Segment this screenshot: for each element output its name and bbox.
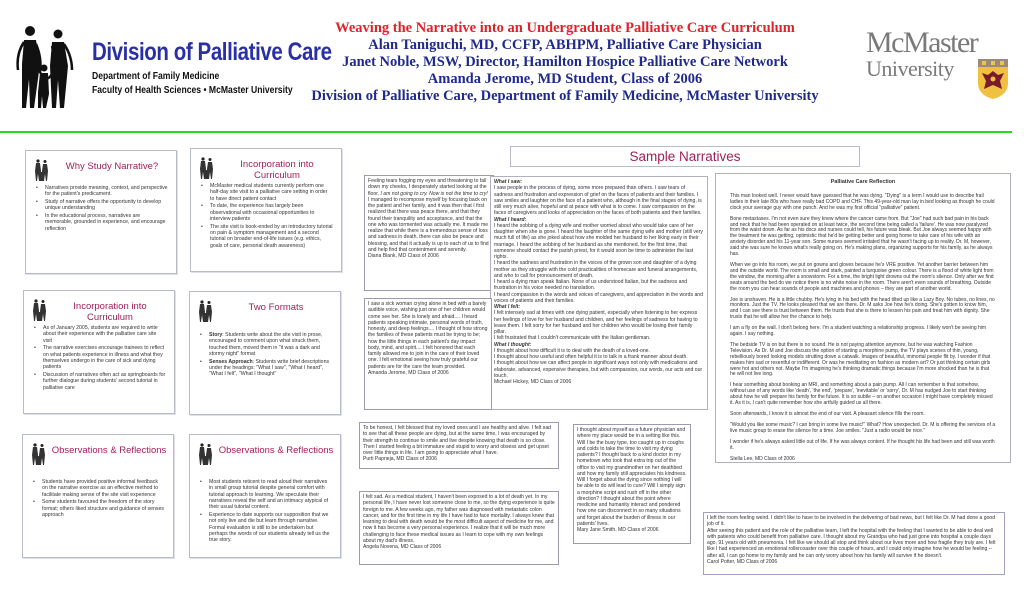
bullet: • Some students favoured the freedom of the story format; others liked structure and guidance of senses approach bbox=[33, 499, 165, 518]
slide-bullets bbox=[201, 183, 333, 250]
division-logo bbox=[14, 22, 332, 110]
slide-title: Two Formats bbox=[248, 302, 304, 313]
reflection-paragraph: I am a fly on the wall. I don't belong here. I'm a student watching a relationship progress. I likely won't be seeing him again. I say nothing. bbox=[730, 325, 987, 338]
slide-title: Incorporation into Curriculum bbox=[73, 301, 147, 323]
family-figure-icon bbox=[16, 24, 78, 108]
narrative-text: I felt intensely sad at times with one dying patient, especially when listening to her express her feelings of love for her husband and children, and her feelings of sadness for having to leave them. I felt sorry for her husband and her children who would be losing their family pillar. bbox=[494, 310, 698, 335]
narrative-signature: Michael Hickey, MD Class of 2006 bbox=[494, 379, 572, 385]
narrative-text: I saw people in the process of dying, some more prepared than others. I saw tears of sadness and frustration and expression of grief on the faces of patients and their families. I saw smiles and laughter on the face of a patient who, although in the final stages of dying, is still very much alive, hopeful and at peace with what is to come. I saw compassion on the faces of caregivers and looks of appreciation on the faces of both patients and their families. bbox=[494, 185, 702, 217]
bullet: • The narrative exercises encourage trainees to reflect on what patients experience in illness and what they themselves undergo in the care of sick and dying patients bbox=[34, 345, 166, 370]
bullet: • Narratives provide meaning, context, and perspective for the patient's predicament. bbox=[36, 185, 168, 198]
slide-title: Observations & Reflections bbox=[51, 445, 167, 456]
family-figure-icon bbox=[31, 443, 47, 465]
bullet-text: : Students write brief descriptions under the headings: "What I saw", "What I heard", "What I felt", "What I thought" bbox=[209, 358, 330, 378]
narrative-amanda-jerome bbox=[364, 298, 492, 410]
mcmaster-wordmark: McMaster bbox=[866, 26, 978, 59]
slide-incorporation-curriculum-2 bbox=[23, 290, 175, 414]
slide-bullets bbox=[33, 479, 165, 520]
narrative-signature: Diana Blank, MD Class of 2006 bbox=[368, 253, 439, 259]
bullet: • Most students reticent to read aloud their narratives in small group tutorial despite general comfort with tutorial approach to learning. We speculate their narratives reveal the self and an intimacy atypical of their usual tutorial content. bbox=[200, 479, 332, 510]
reflection-paragraph: This man looked well. I never would have guessed that he was dying. "Dying" is a term I would use to describe frail ladies in their late 80s who have really bad COPD and CHF. This 49-year-old man lay in bed looking as though he could clock your average guy with one punch. And he was my first official "palliative" patient. bbox=[730, 192, 995, 211]
narrative-signature: Amanda Jerome, MD Class of 2006 bbox=[368, 369, 449, 376]
narrative-text: I felt sad. As a medical student, I haven't been exposed to a lot of death yet. In my personal life, I have never lost someone close to me, so the dying experience is quite foreign to me. A few weeks ago, my father was diagnosed with metastatic colon cancer, and for the first time in my life I have had to face mortality. I always knew that learning to deal with death would be the most difficult aspect of medicine for me, and now it has become a very personal experience. I realize that it will be much more challenging to face these medical issues as I learn to cope with my own feelings about my dad's illness. bbox=[363, 494, 555, 544]
slide-title: Incorporation into Curriculum bbox=[240, 159, 314, 181]
bullet: • The site visit is book-ended by an introductory tutorial on pain & symptom management and a second tutorial on broader end-of-life issues (e.g. ethics, goals of care, personal death awareness) bbox=[201, 224, 333, 249]
bullet-label: Story bbox=[209, 332, 223, 338]
narrative-mary-jane-smith bbox=[573, 424, 691, 544]
family-figure-icon bbox=[198, 300, 214, 322]
family-figure-icon bbox=[34, 159, 50, 181]
narrative-text: I managed to recompose myself by focusing back on the patient and her family, and it was then that I first realized that there was peace there, and that they found their tranquility and acceptance, and that the one who was tormented was actually me. It made me realize that while there is a tremendous sense of loss and sadness in death, there can also be peace and blessing, and that it actually is up to each of us to find and help find that contentment and serenity. bbox=[368, 196, 489, 253]
bullet: • As of January 2005, students are required to write about their experience with the palliative care site visit bbox=[34, 325, 166, 344]
narrative-signature: Purti Papneja, MD Class of 2006 bbox=[363, 456, 437, 463]
slide-title: Why Study Narrative? bbox=[65, 161, 159, 172]
slide-observations-2 bbox=[189, 434, 341, 558]
slide-bullets bbox=[200, 479, 332, 545]
narrative-carol-potter bbox=[703, 512, 1005, 575]
sample-narratives-heading: Sample Narratives bbox=[510, 146, 860, 167]
bullet: • To date, the experience has largely been observational with occasional opportunities to interview patients bbox=[201, 203, 333, 222]
narrative-signature: Mary Jane Smith, MD Class of 2006 bbox=[577, 527, 659, 533]
narrative-michael-hickey bbox=[490, 176, 708, 410]
reflection-paragraph: Bone metastases. I'm not even sure they knew where the cancer came from. But "Joe" had such bad pain in his back and neck that he had been operated on at least twice, the second time being called a 'failure'. He was now paralyzed from the waist down. As far as his docs and nurses could tell, his future was bleak. But Joe always seemed happy with the treatment he was getting, optimistic that he'd be getting better and going home to take care of his wife with an anxiety disorder and his 11-year son. Some nurses seemed irritated that he wasn't facing up to reality. Dr. M, however, said she was sure he knows what's really going on. He's making plans, organizing supports for his family, as he always has. bbox=[730, 215, 993, 258]
author-line: Amanda Jerome, MD Student, Class of 2006 bbox=[427, 71, 703, 87]
bullet bbox=[200, 359, 332, 378]
affiliation-line: Division of Palliative Care, Department of Family Medicine, McMaster University bbox=[311, 88, 819, 104]
narrative-text: I thought about how difficult it is to deal with the death of a loved-one. bbox=[494, 347, 650, 354]
slide-observations-1 bbox=[22, 434, 174, 558]
narrative-signature: Angela Novena, MD Class of 2006 bbox=[363, 544, 442, 550]
family-figure-icon bbox=[32, 299, 48, 321]
bullet: • In the educational process, narratives are memorable, grounded in experience, and encourage reflection bbox=[36, 213, 168, 232]
narrative-text: I left the room feeling weird. I didn't like to have to be involved in the delivering of bad news, but I felt like Dr. M had done a good job of it. bbox=[707, 515, 996, 528]
reflection-paragraph: Joe is unshaven. He is a little chubby. He's lying in his bed with the head tilted up like a Lazy Boy. No tubes, no lines, no monitors. Just the TV. He looks pleased that we are there. Dr. M asks Joe how he's doing. She's gotten to know him, and I can see there is trust between them. He trusts that she is there to lessen his pain and treat him with dignity. She trusts that he will allow her the chance to help. bbox=[730, 296, 995, 321]
reflection-paragraph: "Would you like some music? I can bring in some live music!" What? How unexpected. Dr. M is offering the services of a live music group to erase the silence for a time. Joe smiles. "Just a radio would be nice." bbox=[730, 421, 996, 434]
narrative-text: I thought about how we can affect people in significant ways not only with medications and elaborate, advanced, expensive therapies, but with compassion, our words, our acts and our touch. bbox=[494, 360, 703, 379]
author-line: Alan Taniguchi, MD, CCFP, ABHPM, Palliative Care Physician bbox=[368, 37, 762, 53]
department-name: Department of Family Medicine bbox=[92, 70, 220, 82]
narrative-text: I saw a sick woman crying alone in bed with a barely audible voice, wishing just one of her children would come see her. She is lonely and afraid.... I heard patients speaking intimate, personal words of truth, honesty, and deep feelings.... I thought of how strong the families of these patients must be trying to be; how the little things in each patient's day impact body, mind, and spirit.... I felt honored that each family allowed me to join in the care of their loved one. I felt emotional seeing how truly grateful our patients are for the care the team provided. bbox=[368, 301, 488, 370]
narrative-diana-blank bbox=[364, 175, 494, 291]
slide-two-formats bbox=[189, 291, 341, 415]
narrative-text: After seeing this patient and the role of the palliative team, I left the hospital with the feeling that I wanted to be able to deal well with patients who could benefit from palliative care. I thought about my Grandpa who had just gone into hospital a couple days ago, 91 years old with pneumonia. I felt like we should all stop and think about our lives more and how fragile they truly are. I felt like I had experienced an emotional rollercoaster over this couple of hours, and I could only imagine how he would be feeling -- after all, I can go home to my family and he can only worry about how his family will survive if he doesn't. bbox=[707, 527, 996, 559]
poster-title: Weaving the Narrative into an Undergraduate Palliative Care Curriculum bbox=[335, 20, 795, 36]
reflection-paragraph: The bedside TV is on but there is no sound. He is not paying attention anymore, but he was watching Fashion Television. As Dr. M and Joe discuss the option of starting a morphine pump, the TV plays scenes of thin, young, rebelliously bored looking models strutting down a catwalk. Images of beautiful, immortal people flit by. I wonder if that makes him sad or resentful or indifferent. Or was he meditating on fashion as modern art? Or just thinking certain girls were hot and others not. Maybe I'm imagining he's thinking dramatic things because I'm more shocked than he is that he will not live long. bbox=[730, 341, 991, 378]
reflection-title: Palliative Care Reflection bbox=[830, 179, 896, 185]
slide-why-study-narrative bbox=[25, 150, 177, 274]
narrative-text: Feeling tears fogging my eyes and threatening to fall down my cheeks, I desperately started looking at the floor. bbox=[368, 178, 487, 197]
bullet: • McMaster medical students currently perform one half-day site visit to a palliative care setting in order to have direct patient contact bbox=[201, 183, 333, 202]
family-figure-icon bbox=[199, 157, 215, 179]
narrative-text: To be honest, I felt blessed that my loved ones and I are healthy and alive. I felt sad to see that all these people are dying, but at the same time, I was encouraged by their strength to continue to smile and live despite knowing that death is so close. Then I started feeling a bit immature and stupid to worry and obsess and get upset over little things in life. I am going to appreciate what I have. bbox=[363, 425, 552, 456]
mcmaster-logo bbox=[866, 26, 1024, 106]
slide-incorporation-curriculum-1 bbox=[190, 148, 342, 272]
reflection-paragraph: When we go into his room, we put on gowns and gloves because he's VRE positive. Yet another barrier between him and the outside world. The room is small and stark, painted a turquoise green colour. There is a flood of white light from the window, the morning after a snowstorm. For a time, the bright light drowns out the room's silence. Only after we find seats around the bed do we notice there is no white noise in the room. There aren't even sounds of breathing. Outside the room you can hear sounds of people and machines and phones – they are part of another world. bbox=[730, 261, 994, 292]
narrative-signature: Stella Lee, MD Class of 2006 bbox=[730, 455, 795, 462]
section-heading: What I heard: bbox=[494, 216, 527, 223]
narrative-angela-novena bbox=[359, 491, 559, 565]
narrative-text: I thought about how useful and often helpful it is to talk in a frank manner about death. bbox=[494, 354, 688, 360]
narrative-signature: Carol Potter, MD Class of 2006 bbox=[707, 558, 778, 565]
reflection-paragraph: Soon afterwards, I know it is almost the end of our visit. A pleasant silence fills the room. bbox=[730, 411, 925, 417]
narrative-italic: I am not going to cry. Now is not the time to cry! bbox=[380, 190, 488, 197]
bullet: • Study of narrative offers the opportunity to develop unique understanding bbox=[36, 199, 168, 212]
narrative-stella-lee bbox=[715, 173, 1011, 463]
narrative-text: I heard compassion in the words and voices of caregivers, and appreciation in the words and voices of patients and their families. bbox=[494, 291, 703, 304]
slide-bullets bbox=[34, 325, 166, 392]
mcmaster-crest-icon bbox=[978, 59, 1008, 99]
narrative-text: I heard the sadness and frustration in the voices of the grown son and daughter of a dying mother as they struggle with the cold practicalities of homecare and funeral arrangements, and who to call for pronouncement of death. bbox=[494, 260, 698, 279]
reflection-paragraph: I hear something about booking an MRI, and something about a pain pump. All I can remember is that somehow, without use of any words like 'death', 'the end', 'prepare', 'inevitable' or 'sorry', Dr. M has nudged Joe to start thinking about how he will prepare his family for the future. It is so subtle – on another occasion I might have completely missed it. As it is, I can't quite remember how she artfully guided us all there. bbox=[730, 382, 993, 407]
family-figure-icon bbox=[198, 443, 214, 465]
faculty-name: Faculty of Health Sciences • McMaster University bbox=[92, 84, 293, 96]
narrative-text: I felt frustrated that I couldn't communicate with the Italian gentleman. bbox=[494, 335, 651, 342]
division-title: Division of Palliative Care bbox=[92, 38, 332, 66]
narrative-text: I heard a dying man speak Italian. None of us understood Italian, but the sadness and frustration in his voice needed no translation. bbox=[494, 279, 688, 292]
bullet-label: Senses Approach bbox=[209, 358, 253, 365]
university-wordmark: University bbox=[866, 56, 954, 81]
slide-bullets bbox=[36, 185, 168, 234]
slide-title: Observations & Reflections bbox=[218, 445, 334, 456]
poster-title-block bbox=[300, 20, 830, 105]
slide-bullets bbox=[200, 332, 332, 379]
reflection-paragraph: I wonder if he's always asked little out of life. If he was always content. If he thought his life had been and still was worth it. bbox=[730, 438, 995, 451]
bullet: • Experience to date supports our supposition that we not only live and die but learn through narrative. Formal evaluation is still to be undertaken but perhaps the words of our students already tell us the true story. bbox=[200, 512, 332, 543]
narrative-text: I thought about myself as a future physician and where my place would be in a setting like this. Will I be the busy type, too caught up in coughs and colds to take the time to visit my dying patients? I thought back to a kind doctor in my hometown who took that extra trip out of the office to visit my grandmother on her deathbed and how my family still appreciates his kindness. Will I forget about the dying since nothing I will be able to do will lead to cure? Will I simply sign a morphine script and rush off in the other direction? I thought about the point where medicine and humanity interact and pondered how one can disconnect in so many situations and forget about the burden of illness in our patients' lives. bbox=[577, 427, 687, 527]
header-divider bbox=[0, 131, 1012, 133]
author-line: Janet Noble, MSW, Director, Hamilton Hospice Palliative Care Network bbox=[342, 54, 788, 70]
narrative-purti-papneja bbox=[359, 422, 559, 469]
bullet: • Students have provided positive informal feedback on the narrative exercise as an effective method to facilitate making sense of the site visit experience bbox=[33, 479, 165, 498]
bullet-text: : Students write about the site visit in prose, encouraged to comment upon what struck them, touched them, moved them in "it was a dark and stormy night" format bbox=[209, 332, 323, 357]
section-heading: What I thought: bbox=[494, 341, 532, 348]
section-heading: What I felt: bbox=[494, 304, 521, 310]
bullet: • Discussion of narratives often act as springboards for further dialogue during students' second tutorial in palliative care bbox=[34, 372, 166, 391]
section-heading: What I saw: bbox=[494, 179, 523, 185]
bullet bbox=[200, 332, 332, 357]
narrative-text: I heard the sobbing of a dying wife and mother worried about who would take care of her daughter when she is gone. I heard the laughter of the same dying wife and mother (still very much full of life) as she joked about how she molded her husband to her liking early in their marriage. I heard the sobbing of her husband as she mentioned, for the first time, that someone should contact the parish priest, for it would soon be time to administer the last rights. bbox=[494, 222, 703, 260]
